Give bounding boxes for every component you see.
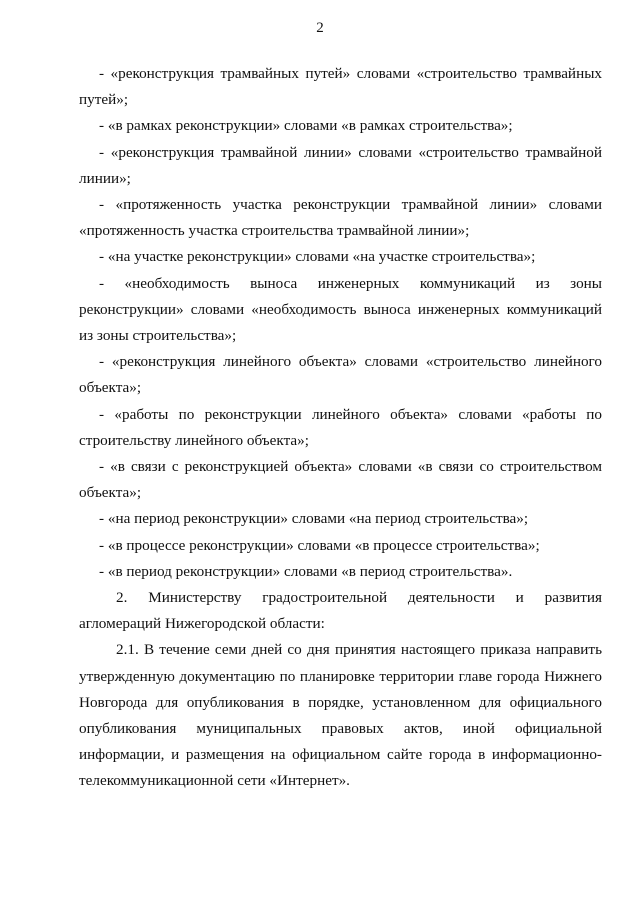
replacement-item: - «протяженность участка реконструкции трамвайной линии» словами «протяженность участка строительства трамвайной линии»;: [79, 196, 602, 240]
replacement-item: - «на участке реконструкции» словами «на участке строительства»;: [99, 248, 536, 266]
replacement-item: - «реконструкция линейного объекта» словами «строительство линейного объекта»;: [79, 353, 602, 397]
replacement-item: - «в процессе реконструкции» словами «в процессе строительства»;: [99, 536, 540, 554]
replacement-item: - «необходимость выноса инженерных коммуникаций из зоны реконструкции» словами «необходимость выноса инженерных коммуникаций из зоны строительства»;: [79, 274, 602, 345]
replacement-item: - «в связи с реконструкцией объекта» словами «в связи со строительством объекта»;: [79, 458, 602, 502]
section-2-paragraph: 2. Министерству градостроительной деятельности и развития агломераций Нижегородской области:: [79, 589, 602, 633]
replacement-item: - «реконструкция трамвайных путей» словами «строительство трамвайных путей»;: [79, 65, 602, 109]
replacement-item: - «в рамках реконструкции» словами «в рамках строительства»;: [99, 117, 513, 135]
document-body: [79, 61, 602, 795]
section-2-1-paragraph: 2.1. В течение семи дней со дня принятия настоящего приказа направить утвержденную документацию по планировке территории главе города Нижнего Новгорода для опубликования в порядке, установленном для официального опубликования муниципальных правовых актов, иной официальной информации, и размещения на официальном сайте города в информационно-телекоммуникационной сети «Интернет».: [79, 641, 602, 790]
replacement-item: - «работы по реконструкции линейного объекта» словами «работы по строительству линейного объекта»;: [79, 405, 602, 449]
page-number: 2: [316, 20, 324, 36]
replacement-item: - «реконструкция трамвайной линии» словами «строительство трамвайной линии»;: [79, 143, 602, 187]
replacement-item: - «в период реконструкции» словами «в период строительства».: [99, 562, 513, 580]
replacement-item: - «на период реконструкции» словами «на период строительства»;: [99, 510, 529, 528]
